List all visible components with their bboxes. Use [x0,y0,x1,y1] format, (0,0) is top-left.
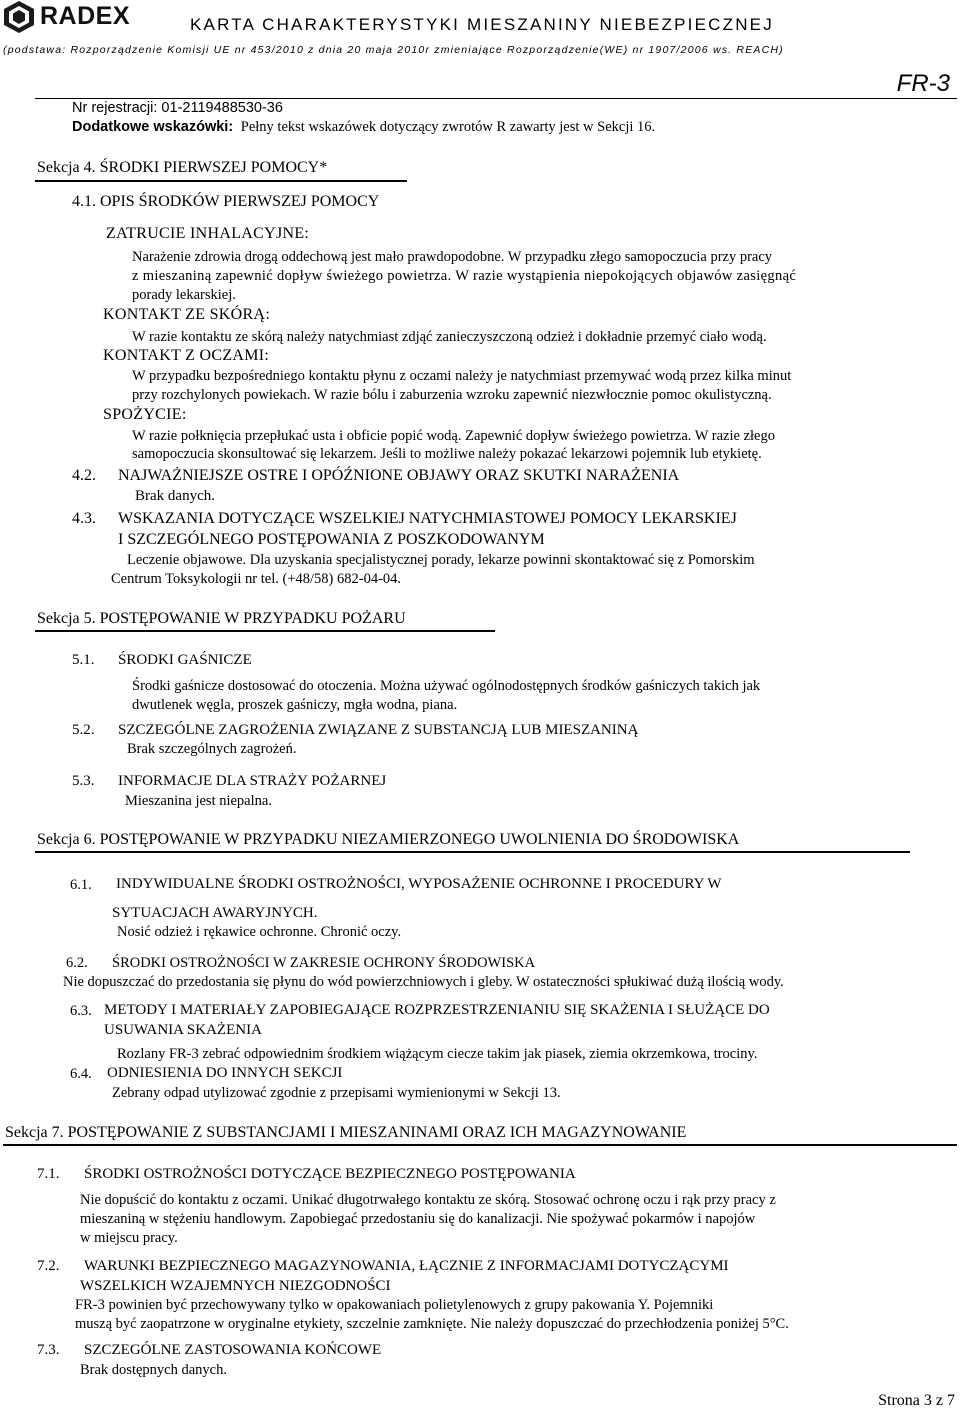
s7-1-text-2: mieszaniną w stężeniu handlowym. Zapobiegać przedostaniu się do kanalizacji. Nie spożywać pokarmów i napojów [80,1211,756,1227]
extra-info-label: Dodatkowe wskazówki: [72,119,234,135]
s4-1-heading: 4.1. OPIS ŚRODKÓW PIERWSZEJ POMOCY [72,193,380,210]
s6-2-number: 6.2. [66,955,88,971]
inhalation-line-3: porady lekarskiej. [132,287,236,303]
s5-2-heading: SZCZEGÓLNE ZAGROŻENIA ZWIĄZANE Z SUBSTANCJĄ LUB MIESZANINĄ [118,722,639,738]
s7-1-heading: ŚRODKI OSTROŻNOŚCI DOTYCZĄCE BEZPIECZNEGO POSTĘPOWANIA [84,1166,576,1182]
ingestion-line-2: samopoczucia skonsultować się lekarzem. Jeśli to możliwe należy pokazać lekarzowi pojemnik lub etykietę. [132,446,762,462]
s4-2-number: 4.2. [72,467,96,484]
s7-1-text-1: Nie dopuścić do kontaktu z oczami. Unikać długotrwałego kontaktu ze skórą. Stosować ochronę oczu i rąk przy pracy z [80,1192,776,1208]
s6-4-heading: ODNIESIENIA DO INNYCH SEKCJI [107,1065,343,1081]
s5-3-number: 5.3. [72,773,95,789]
s6-1-text: Nosić odzież i rękawice ochronne. Chronić oczy. [117,924,402,940]
header-rule [35,98,957,99]
s6-3-heading-1: METODY I MATERIAŁY ZAPOBIEGAJĄCE ROZPRZESTRZENIANIU SIĘ SKAŻENIA I SŁUŻĄCE DO [104,1002,770,1018]
section-7-title: Sekcja 7. POSTĘPOWANIE Z SUBSTANCJAMI I MIESZANINAMI ORAZ ICH MAGAZYNOWANIE [5,1124,687,1141]
s7-3-number: 7.3. [37,1342,60,1358]
s4-3-number: 4.3. [72,510,96,527]
s5-2-text: Brak szczególnych zagrożeń. [127,741,297,757]
s4-2-heading: NAJWAŻNIEJSZE OSTRE I OPÓŹNIONE OBJAWY ORAZ SKUTKI NARAŻENIA [118,467,680,484]
document-subtitle: (podstawa: Rozporządzenie Komisji UE nr 453/2010 z dnia 20 maja 2010r zmieniające Rozporządzenie(WE) nr 1907/2006 ws. REACH) [3,44,784,56]
section-7-underline [3,1144,957,1146]
s6-1-heading-1: INDYWIDUALNE ŚRODKI OSTROŻNOŚCI, WYPOSAŻENIE OCHRONNE I PROCEDURY W [116,876,722,892]
s6-1-number: 6.1. [70,877,92,893]
s6-4-number: 6.4. [70,1066,92,1082]
section-6-underline [35,851,910,853]
inhalation-line-1: Narażenie zdrowia drogą oddechową jest mało prawdopodobne. W przypadku złego samopoczucia przy pracy [132,249,773,265]
s5-1-text-1: Środki gaśnicze dostosować do otoczenia. Można używać ogólnodostępnych środków gaśniczych takich jak [132,678,761,694]
s6-4-text: Zebrany odpad utylizować zgodnie z przepisami wymienionymi w Sekcji 13. [112,1085,561,1101]
inhalation-heading: ZATRUCIE INHALACYJNE: [106,225,310,242]
section-5-title: Sekcja 5. POSTĘPOWANIE W PRZYPADKU POŻARU [37,610,406,627]
section-4-underline [35,180,407,182]
skin-contact-line: W razie kontaktu ze skórą należy natychmiast zdjąć zanieczyszczoną odzież i dokładnie przemyć ciało wodą. [132,329,767,345]
s6-3-number: 6.3. [70,1003,92,1019]
ingestion-heading: SPOŻYCIE: [103,406,187,423]
s5-1-text-2: dwutlenek węgla, proszek gaśniczy, mgła wodna, piana. [132,697,458,713]
extra-info [72,119,655,136]
product-code: FR-3 [896,70,950,97]
s6-3-heading-2: USUWANIA SKAŻENIA [104,1022,262,1038]
s7-2-text-2: muszą być zaopatrzone w oryginalne etykiety, szczelnie zamknięte. Nie należy dopuszczać do przechłodzenia poniżej 5°C. [75,1316,789,1332]
s5-1-heading: ŚRODKI GAŚNICZE [118,652,252,668]
section-5-underline [35,630,495,632]
s4-3-heading-1: WSKAZANIA DOTYCZĄCE WSZELKIEJ NATYCHMIASTOWEJ POMOCY LEKARSKIEJ [118,510,737,527]
s4-3-text-1: Leczenie objawowe. Dla uzyskania specjalistycznej porady, lekarze powinni skontaktować się z Pomorskim [127,552,755,568]
registration-number: Nr rejestracji: 01-2119488530-36 [72,100,283,116]
page-number: Strona 3 z 7 [878,1392,955,1409]
skin-contact-heading: KONTAKT ZE SKÓRĄ: [103,306,271,323]
s4-3-text-2: Centrum Toksykologii nr tel. (+48/58) 682-04-04. [111,571,402,587]
s6-1-heading-2: SYTUACJACH AWARYJNYCH. [112,905,318,921]
s7-3-heading: SZCZEGÓLNE ZASTOSOWANIA KOŃCOWE [84,1342,382,1358]
inhalation-line-2: z mieszaniną zapewnić dopływ świeżego powietrza. W razie wystąpienia niepokojących objawów zasięgnąć [132,268,797,284]
s5-1-number: 5.1. [72,652,95,668]
s7-2-heading-1: WARUNKI BEZPIECZNEGO MAGAZYNOWANIA, ŁĄCZNIE Z INFORMACJAMI DOTYCZĄCYMI [84,1258,729,1274]
section-4-title: Sekcja 4. ŚRODKI PIERWSZEJ POMOCY* [37,159,328,176]
s4-2-text: Brak danych. [135,488,215,504]
s7-1-text-3: w miejscu pracy. [80,1230,178,1246]
s7-1-number: 7.1. [37,1166,60,1182]
s4-3-heading-2: I SZCZEGÓLNEGO POSTĘPOWANIA Z POSZKODOWANYM [118,531,545,548]
s6-3-text: Rozlany FR-3 zebrać odpowiednim środkiem wiążącym ciecze takim jak piasek, ziemia okrzemkowa, trociny. [117,1046,758,1062]
s5-2-number: 5.2. [72,722,95,738]
s6-2-text: Nie dopuszczać do przedostania się płynu do wód powierzchniowych i gleby. W ostateczności spłukiwać dużą ilością wody. [63,974,784,990]
document-title: KARTA CHARAKTERYSTYKI MIESZANINY NIEBEZPIECZNEJ [190,15,774,34]
s7-3-text: Brak dostępnych danych. [80,1362,227,1378]
eye-contact-heading: KONTAKT Z OCZAMI: [103,347,270,364]
extra-info-text: Pełny tekst wskazówek dotyczący zwrotów R zawarty jest w Sekcji 16. [240,119,656,135]
s7-2-text-1: FR-3 powinien być przechowywany tylko w opakowaniach polietylenowych z grupy pakowania Y. Pojemniki [75,1297,714,1313]
s7-2-number: 7.2. [37,1258,60,1274]
eye-contact-line-1: W przypadku bezpośredniego kontaktu płynu z oczami należy je natychmiast przemywać wodą przez kilka minut [132,368,792,384]
s5-3-heading: INFORMACJE DLA STRAŻY POŻARNEJ [118,773,387,789]
s5-3-text: Mieszanina jest niepalna. [125,793,272,809]
eye-contact-line-2: przy rozchylonych powiekach. W razie bólu i zaburzenia wzroku zapewnić niezwłocznie pomoc okulistyczną. [132,387,772,403]
s6-2-heading: ŚRODKI OSTROŻNOŚCI W ZAKRESIE OCHRONY ŚRODOWISKA [112,955,536,971]
s7-2-heading-2: WSZELKICH WZAJEMNYCH NIEZGODNOŚCI [80,1278,391,1294]
section-6-title: Sekcja 6. POSTĘPOWANIE W PRZYPADKU NIEZAMIERZONEGO UWOLNIENIA DO ŚRODOWISKA [37,831,740,848]
ingestion-line-1: W razie połknięcia przepłukać usta i obficie popić wodą. Zapewnić dopływ świeżego powietrza. W razie złego [132,428,775,444]
logo-text: RADEX [40,2,131,30]
